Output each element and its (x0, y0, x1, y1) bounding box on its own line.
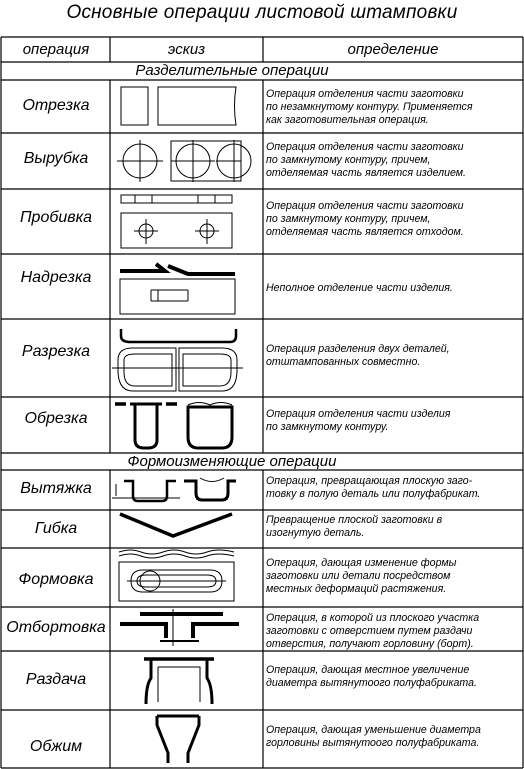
header-definition: определение (347, 41, 439, 58)
sketch-probivka (121, 195, 232, 248)
sketch-otrezka (121, 87, 236, 125)
operation-name: Надрезка (20, 269, 92, 286)
sketch-obrezka (115, 403, 232, 449)
operation-definition: Операция, дающая изменение формы заготовки или детали посредством местных деформаций растяжения. (266, 557, 457, 596)
operation-name: Отбортовка (6, 619, 106, 636)
operation-definition: Операция отделения части изделия по замкнутому контуру. (266, 408, 451, 434)
operation-definition: Неполное отделение части изделия. (266, 282, 453, 294)
operation-name: Раздача (25, 671, 87, 688)
operation-definition: Операция отделения части заготовки по замкнутому контуру, причем, отделяемая часть является изделием. (266, 141, 466, 180)
operation-definition: Операция, дающая уменьшение диаметра горловины вытянутоого полуфабриката. (266, 724, 481, 750)
sketch-vyrubka (117, 140, 251, 182)
sketch-razrezka (112, 329, 243, 391)
operation-definition: Операция, в которой из плоского участка заготовки с отверстием путем раздачи отверстия, получают горловину (борт). (266, 612, 480, 651)
section-separating: Разделительные операции (135, 62, 329, 79)
sketch-razdacha (144, 659, 214, 704)
operation-definition: Операция, дающая местное увеличение диаметра вытянутоого полуфабриката. (266, 664, 477, 690)
sketch-nadrezka (120, 264, 235, 314)
operation-name: Вытяжка (20, 480, 92, 497)
operation-name: Гибка (34, 520, 78, 537)
operation-definition: Операция отделения части заготовки по замкнутому контуру, причем, отделяемая часть является отходом. (266, 200, 464, 239)
operation-definition: Превращение плоской заготовки в изогнутую деталь. (266, 514, 443, 540)
sketch-formovka (119, 550, 234, 601)
operation-name: Разрезка (21, 343, 91, 360)
operation-name: Формовка (18, 571, 94, 588)
operation-name: Обжим (29, 738, 83, 755)
operation-definition: Операция отделения части заготовки по незамкнутому контуру. Применяется как заготовительная операция. (266, 88, 473, 127)
sketch-obzhim (157, 716, 199, 763)
operation-name: Обрезка (24, 410, 88, 427)
header-operation: операция (22, 41, 90, 58)
operation-name: Пробивка (19, 209, 93, 226)
page-title: Основные операции листовой штамповки (66, 2, 458, 23)
operation-name: Отрезка (22, 97, 90, 114)
operation-name: Вырубка (23, 150, 89, 167)
sketch-gibka (120, 514, 232, 536)
operation-definition: Операция разделения двух деталей, отштампованных совместно. (266, 343, 450, 369)
operation-definition: Операция, превращающая плоскую заго- товку в полую деталь или полуфабрикат. (266, 475, 481, 501)
section-forming: Формоизменяющие операции (127, 453, 337, 470)
sketch-otbortovka (120, 609, 239, 646)
sketch-vytyazhka (112, 478, 236, 501)
header-sketch: эскиз (167, 41, 206, 58)
